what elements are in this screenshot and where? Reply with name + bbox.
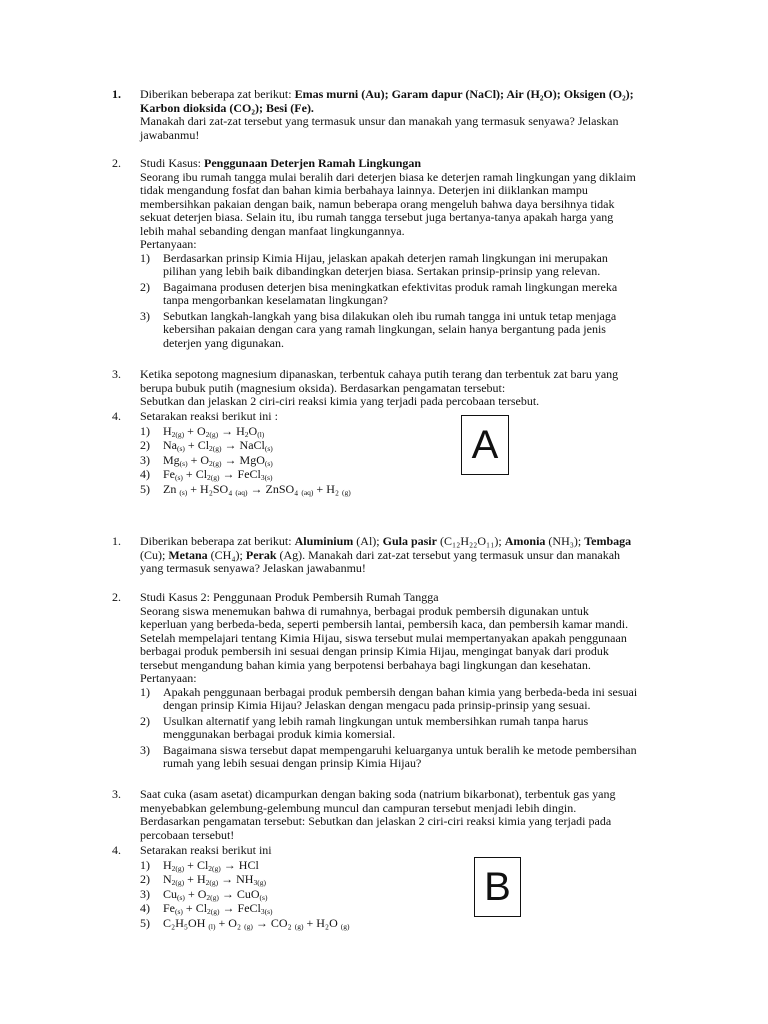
reaction-number: 3) [140,886,150,901]
reaction-equation: $N_{2(g)} + H_{2(g)} \to NH_{3(g)}$ [163,872,266,887]
reaction-equation: $Cu_{(s)} + O_{2(g)} \to CuO_{(s)}$ [163,886,268,902]
reaction-list [112,858,682,931]
reaction-item [140,916,682,931]
reaction-equation: C₂H₅OH $_{(l)}$ + O₂ $_{(g)}$ → CO₂ $_{(g)}$ + H₂O $_{(g)}$ [163,915,350,931]
reaction-equation: Zn $_{(s)}$ + H₂SO₄ $_{(aq)}$ → ZnSO₄ $_{(aq)}$ + H₂ $_{(g)}$ [163,481,351,497]
question-number: 1. [112,534,121,548]
reaction-item [140,887,682,902]
question-b2: 2. Studi Kasus 2: Penggunaan Produk Pembersih Rumah Tangga Seorang siswa menemukan bahwa di rumahnya, berbagai produk pembersih digunakan untuk keperluan yang berbeda-beda, seperti pembersih lantai, pembersih kaca, dan pembersih kamar mandi. Setelah mempelajari tentang Kimia Hijau, siswa tersebut mulai mempertanyakan apakah penggunaan berbagai produk pembersih ini sesuai dengan prinsip Kimia Hijau, mengingat banyak dari produk tersebut mengandung bahan kimia yang berpotensi berbahaya bagi lingkungan dan kesehatan. Pertanyaan: 1) Apakah penggunaan berbagai produk pembersih dengan bahan kimia yang berbeda-beda ini sesuai dengan prinsip Kimia Hijau? Jelaskan dengan mengacu pada prinsip-prinsip yang sesuai. 2) Usulkan alternatif yang lebih ramah lingkungan untuk membersihkan rumah tanpa harus menggunakan berbagai produk kimia komersial. 3) Bagaimana siswa tersebut dapat mempengaruhi keluarganya untuk beralih ke metode pembersihan rumah yang lebih sesuai dengan prinsip Kimia Hijau? [112,591,682,771]
reaction-number: 1) [140,423,150,438]
reaction-equation: $H_{2(g)} + O_{2(g)} \to H_2O_{(l)}$ [163,423,265,439]
reaction-number: 4) [140,901,150,915]
sub-question: 2) Usulkan alternatif yang lebih ramah lingkungan untuk membersihkan rumah tanpa harus menggunakan berbagai produk kimia komersial. [140,713,589,741]
reaction-item [140,872,682,887]
reaction-item [140,467,682,482]
sub-question: 2) Bagaimana produsen deterjen bisa meningkatkan efektivitas produk ramah lingkungan mereka tanpa mengorbankan keselamatan lingkungan? [140,279,618,307]
reaction-item [140,901,682,916]
sub-question: 1) Berdasarkan prinsip Kimia Hijau, jelaskan apakah deterjen ramah lingkungan ini merupakan pilihan yang lebih baik dibandingkan deterjen biasa. Sertakan prinsip-prinsip yang relevan. [140,250,608,278]
reaction-number: 5) [140,915,150,930]
reaction-item [140,424,682,439]
reaction-number: 3) [140,452,150,467]
question-b4: 4. Setarakan reaksi berikut ini 1) $H_{2(g)} + Cl_{2(g)}$ → HCl 2) $N_{2(g)} + H_{2(g)} \to NH_{3(g)}$ 3) $Cu_{(s)} + O_{2(g)} \to CuO_{(s)}$ 4) $Fe_{(s)} + Cl_{2(g)}$ → FeCl$_{3(s)}$ 5) C₂H₅OH $_{(l)}$ + O₂ $_{(g)}$ → CO₂ $_{(g)}$ + H₂O $_{(g)}$ [112,843,682,930]
reaction-item [140,438,682,453]
question-a4: 4. Setarakan reaksi berikut ini : 1) $H_{2(g)} + O_{2(g)} \to H_2O_{(l)}$ 2) $Na_{(s)} + Cl_{2(g)}$ → NaCl$_{(s)}$ 3) $Mg_{(s)} + O_{2(g)} \to MgO_{(s)}$ 4) $Fe_{(s)} + Cl_{2(g)}$ → FeCl$_{3(s)}$ 5) Zn $_{(s)}$ + H₂SO₄ $_{(aq)}$ → ZnSO₄ $_{(aq)}$ + H₂ $_{(g)}$ [112,409,682,496]
reaction-equation: $Fe_{(s)} + Cl_{2(g)}$ → FeCl$_{3(s)}$ [163,467,273,482]
reaction-number: 5) [140,481,150,496]
question-a2: 2. Studi Kasus: Penggunaan Deterjen Ramah Lingkungan Seorang ibu rumah tangga mulai beralih dari deterjen biasa ke deterjen ramah lingkungan yang diklaim tidak mengandung fosfat dan bahan kimia berbahaya lainnya. Deterjen ini diiklankan mampu membersihkan pakaian dengan baik, namun beberapa orang mengeluh bahwa daya bersihnya tidak sekuat deterjen biasa. Selain itu, ibu rumah tangga tersebut juga bertanya-tanya apakah harga yang lebih mahal sebanding dengan manfaat lingkungannya. Pertanyaan: 1) Berdasarkan prinsip Kimia Hijau, jelaskan apakah deterjen ramah lingkungan ini merupakan pilihan yang lebih baik dibandingkan deterjen biasa. Sertakan prinsip-prinsip yang relevan. 2) Bagaimana produsen deterjen bisa meningkatkan efektivitas produk ramah lingkungan mereka tanpa mengorbankan keselamatan lingkungan? 3) Sebutkan langkah-langkah yang bisa dilakukan oleh ibu rumah tangga ini untuk tetap menjaga kebersihan pakaian dengan cara yang ramah lingkungan, selain hanya bergantung pada jenis deterjen yang digunakan. [112,157,682,350]
marker-a: A [461,415,509,475]
question-number: 4. [112,843,121,857]
marker-b: B [474,857,521,917]
question-number: 2. [112,156,121,170]
question-b1: 1. Diberikan beberapa zat berikut: Aluminium (Al); Gula pasir (C₁₂H₂₂O₁₁); Amonia (NH₃); Tembaga (Cu); Metana (CH₄); Perak (Ag). Manakah dari zat-zat tersebut yang termasuk unsur dan manakah yang termasuk senyawa? Jelaskan jawabanmu! [112,534,632,575]
question-number: 3. [112,787,121,801]
reaction-number: 4) [140,467,150,481]
question-number: 3. [112,367,121,381]
question-number: 1. [112,87,121,101]
reaction-item [140,858,682,873]
reaction-equation: $Mg_{(s)} + O_{2(g)} \to MgO_{(s)}$ [163,452,273,468]
reaction-number: 2) [140,438,150,452]
reaction-item [140,453,682,468]
reaction-number: 2) [140,872,150,886]
question-b3: 3. Saat cuka (asam asetat) dicampurkan dengan baking soda (natrium bikarbonat), terbentuk gas yang menyebabkan gelembung-gelembung muncul dan campuran tersebut menjadi lebih dingin. Berdasarkan pengamatan tersebut: Sebutkan dan jelaskan 2 ciri-ciri reaksi kimia yang terjadi pada percobaan tersebut! [112,787,616,842]
question-a3: 3. Ketika sepotong magnesium dipanaskan, terbentuk cahaya putih terang dan terbentuk zat baru yang berupa bubuk putih (magnesium oksida). Berdasarkan pengamatan tersebut: Sebutkan dan jelaskan 2 ciri-ciri reaksi kimia yang terjadi pada percobaan tersebut. [112,367,619,408]
reaction-list [112,424,682,497]
question-number: 2. [112,590,121,604]
reaction-item [140,482,682,497]
sub-question: 3) Sebutkan langkah-langkah yang bisa dilakukan oleh ibu rumah tangga ini untuk tetap menjaga kebersihan pakaian dengan cara yang ramah lingkungan, selain hanya bergantung pada jenis deterjen yang digunakan. [140,308,617,350]
reaction-equation: $Fe_{(s)} + Cl_{2(g)}$ → FeCl$_{3(s)}$ [163,901,273,916]
reaction-number: 1) [140,857,150,872]
question-a1: 1. Diberikan beberapa zat berikut: Emas murni (Au); Garam dapur (NaCl); Air (H₂O); Oksigen (O₂); Karbon dioksida (CO₂); Besi (Fe). Manakah dari zat-zat tersebut yang termasuk unsur dan manakah yang termasuk senyawa? Jelaskan jawabanmu! [112,87,634,142]
sub-question: 3) Bagaimana siswa tersebut dapat mempengaruhi keluarganya untuk beralih ke metode pembersihan rumah yang lebih sesuai dengan prinsip Kimia Hijau? [140,742,637,770]
reaction-equation: $Na_{(s)} + Cl_{2(g)}$ → NaCl$_{(s)}$ [163,438,273,453]
reaction-equation: $H_{2(g)} + Cl_{2(g)}$ → HCl [163,857,259,873]
question-number: 4. [112,409,121,423]
sub-question: 1) Apakah penggunaan berbagai produk pembersih dengan bahan kimia yang berbeda-beda ini sesuai dengan prinsip Kimia Hijau? Jelaskan dengan mengacu pada prinsip-prinsip yang sesuai. [140,684,638,712]
